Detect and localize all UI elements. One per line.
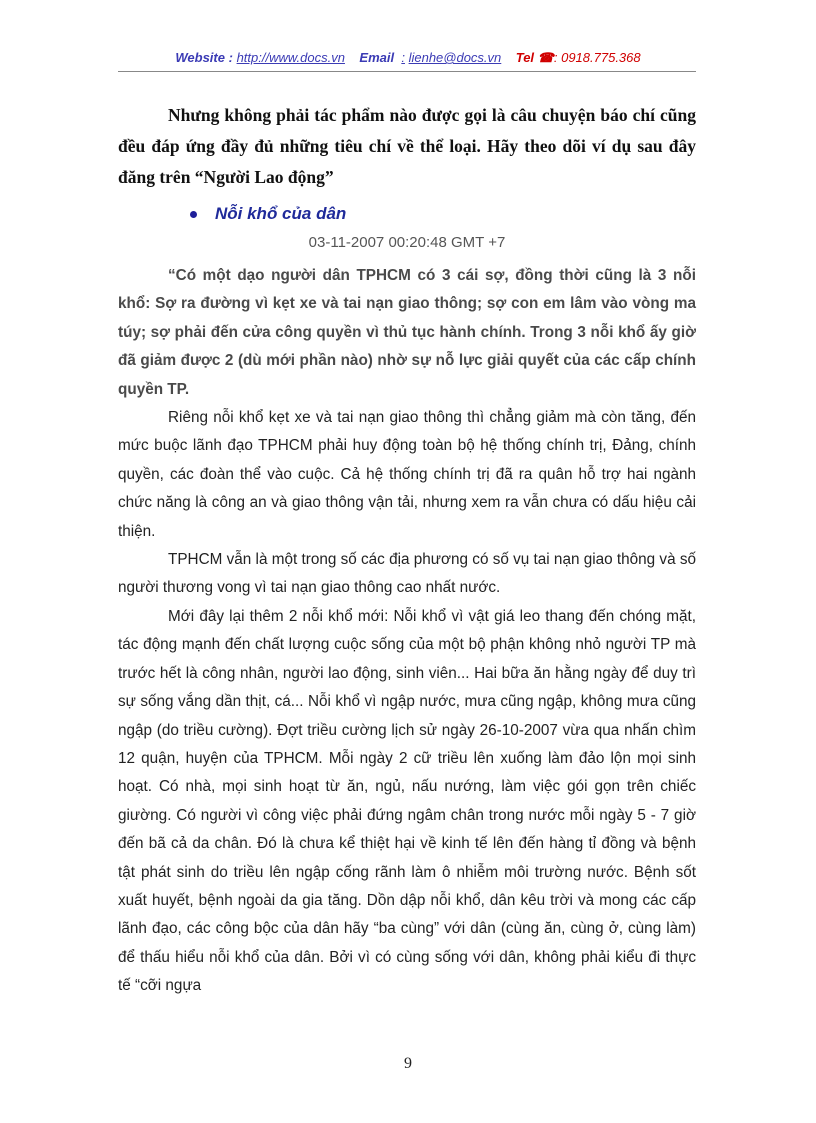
article-paragraph: “Có một dạo người dân TPHCM có 3 cái sợ, đồng thời cũng là 3 nỗi khổ: Sợ ra đường vì kẹt xe và tai nạn giao thông; sợ con em lâm vào vòng ma túy; sợ phải đến cửa công quyền vì thủ tục hành chính. Trong 3 nỗi khổ ấy giờ đã giảm được 2 (dù mới phần nào) nhờ sự nỗ lực giải quyết của các cấp chính quyền TP.: [118, 267, 696, 398]
bullet-icon: [190, 211, 197, 218]
phone-icon: ☎: [537, 50, 554, 65]
header-divider: [118, 71, 696, 72]
email-label: Email: [359, 50, 395, 65]
article-title: Nỗi khổ của dân: [215, 204, 347, 223]
tel-label: Tel: [515, 50, 535, 65]
article-paragraph: Mới đây lại thêm 2 nỗi khổ mới: Nỗi khổ vì vật giá leo thang đến chóng mặt, tác động mạnh đến chất lượng cuộc sống của một bộ phận không nhỏ người TP mà trước hết là công nhân, người lao động, sinh viên... Hai bữa ăn hằng ngày để duy trì sự sống vắng dần thịt, cá... Nỗi khổ vì ngập nước, mưa cũng ngập, không mưa cũng ngập (do triều cường). Đợt triều cường lịch sử ngày 26-10-2007 vừa qua nhấn chìm 12 quận, huyện của TPHCM. Mỗi ngày 2 cữ triều lên xuống làm đảo lộn mọi sinh hoạt. Có nhà, mọi sinh hoạt từ ăn, ngủ, nấu nướng, làm việc gói gọn trên chiếc giường. Có người vì công việc phải đứng ngâm chân trong nước mỗi ngày 5 - 7 giờ đến bã cả da chân. Đó là chưa kể thiệt hại về kinh tế lên đến hàng tỉ đồng và bệnh tật phát sinh do triều lên ngập cống rãnh làm ô nhiễm môi trường nước. Bệnh sốt xuất huyết, bệnh ngoài da gia tăng. Dồn dập nỗi khổ, dân kêu trời và mong các cấp lãnh đạo, các công bộc của dân hãy “ba cùng” với dân (cùng ăn, cùng ở, cùng làm) để thấu hiểu nỗi khổ của dân. Bởi vì có cùng sống với dân, không phải kiểu đi thực tế “cỡi ngựa: [118, 607, 696, 995]
email-separator: :: [401, 50, 405, 65]
website-label: Website :: [175, 50, 233, 65]
article-paragraph: Riêng nỗi khổ kẹt xe và tai nạn giao thông thì chẳng giảm mà còn tăng, đến mức buộc lãnh đạo TPHCM phải huy động toàn bộ hệ thống chính trị, Đảng, chính quyền, các đoàn thể vào cuộc. Cả hệ thống chính trị đã ra quân hỗ trợ hai ngành chức năng là công an và giao thông vận tải, nhưng xem ra vẫn chưa có dấu hiệu cải thiện.: [118, 409, 696, 540]
page-header: [0, 50, 816, 66]
article-paragraph: TPHCM vẫn là một trong số các địa phương có số vụ tai nạn giao thông và số người thương vong vì tai nạn giao thông cao nhất nước.: [118, 551, 696, 597]
website-link[interactable]: http://www.docs.vn: [236, 50, 345, 65]
article-title-row: [190, 204, 346, 224]
phone-number: : 0918.775.368: [553, 50, 641, 65]
page-number: 9: [404, 1055, 412, 1072]
email-link[interactable]: lienhe@docs.vn: [408, 50, 502, 65]
article-dateline: 03-11-2007 00:20:48 GMT +7: [308, 234, 506, 251]
article-body: [118, 262, 696, 1001]
intro-paragraph: Nhưng không phải tác phẩm nào được gọi là câu chuyện báo chí cũng đều đáp ứng đầy đủ những tiêu chí về thể loại. Hãy theo dõi ví dụ sau đây đăng trên “Người Lao động”: [118, 105, 696, 187]
